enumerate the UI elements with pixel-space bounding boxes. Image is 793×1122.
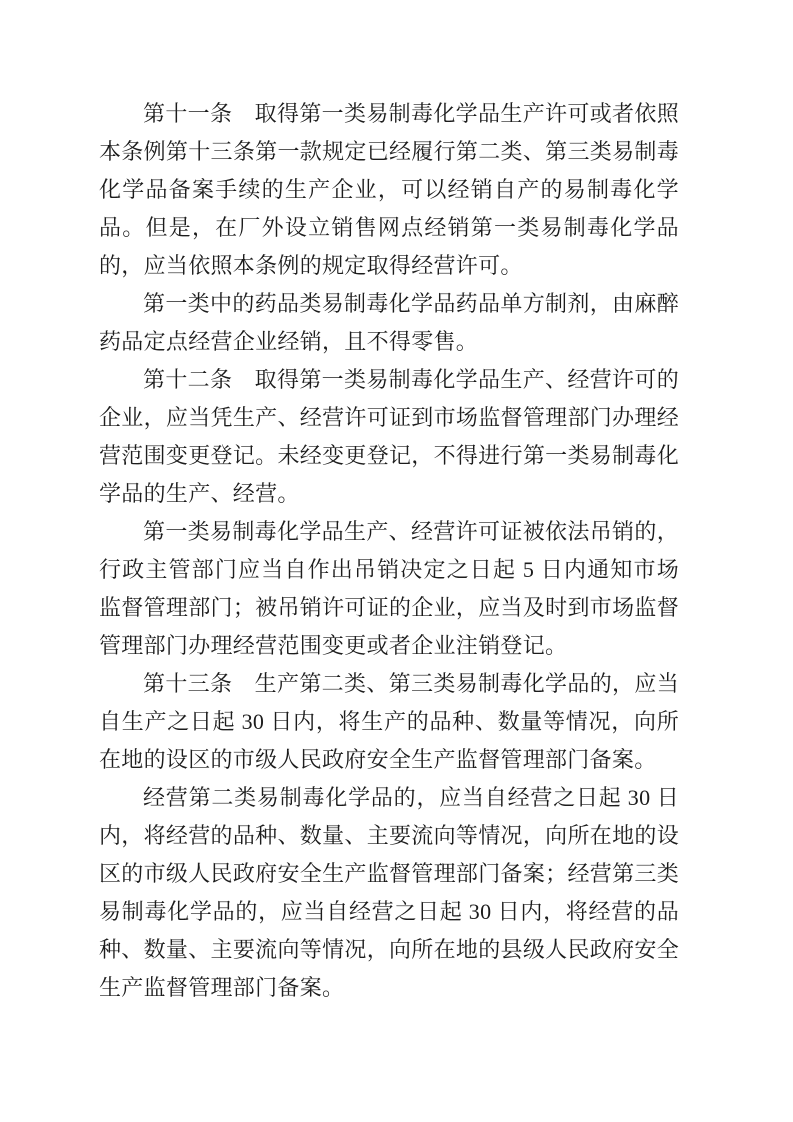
document-body bbox=[99, 95, 679, 1007]
paragraph-article-13-clause-2: 经营第二类易制毒化学品的，应当自经营之日起 30 日内，将经营的品种、数量、主要流向等情况，向所在地的设区的市级人民政府安全生产监督管理部门备案；经营第三类易制毒化学品的，应当自经营之日起 30 日内，将经营的品种、数量、主要流向等情况，向所在地的县级人民政府安全生产监督管理部门备案。 bbox=[99, 785, 679, 1000]
paragraph-article-11-clause-2: 第一类中的药品类易制毒化学品药品单方制剂，由麻醉药品定点经营企业经销，且不得零售。 bbox=[99, 291, 679, 354]
paragraph-article-13: 第十三条 生产第二类、第三类易制毒化学品的，应当自生产之日起 30 日内，将生产的品种、数量等情况，向所在地的设区的市级人民政府安全生产监督管理部门备案。 bbox=[99, 671, 679, 772]
paragraph-article-11: 第十一条 取得第一类易制毒化学品生产许可或者依照本条例第十三条第一款规定已经履行第二类、第三类易制毒化学品备案手续的生产企业，可以经销自产的易制毒化学品。但是，在厂外设立销售网点经销第一类易制毒化学品的，应当依照本条例的规定取得经营许可。 bbox=[99, 101, 679, 278]
paragraph-article-12: 第十二条 取得第一类易制毒化学品生产、经营许可的企业，应当凭生产、经营许可证到市场监督管理部门办理经营范围变更登记。未经变更登记，不得进行第一类易制毒化学品的生产、经营。 bbox=[99, 367, 679, 506]
paragraph-article-12-clause-2: 第一类易制毒化学品生产、经营许可证被依法吊销的，行政主管部门应当自作出吊销决定之日起 5 日内通知市场监督管理部门；被吊销许可证的企业，应当及时到市场监督管理部门办理经营范围变更或者企业注销登记。 bbox=[99, 519, 679, 658]
